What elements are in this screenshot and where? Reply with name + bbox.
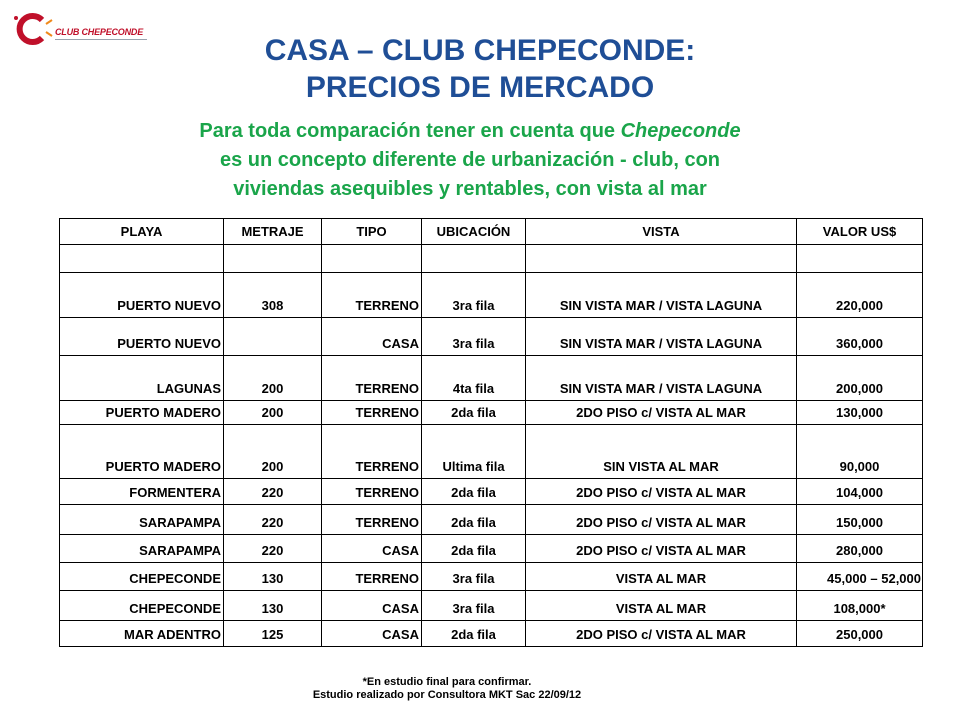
cell-ubicacion: Ultima fila [422,425,526,479]
cell-valor: 360,000 [797,318,923,356]
table-row [60,356,923,401]
page-title-line1: CASA – CLUB CHEPECONDE: [264,34,696,67]
cell-valor: 150,000 [797,505,923,535]
cell-playa: PUERTO MADERO [60,401,224,425]
cell-ubicacion: 4ta fila [422,356,526,401]
table-row [60,505,923,535]
cell-ubicacion: 3ra fila [422,591,526,621]
cell-valor: 280,000 [797,535,923,563]
cell-valor: 250,000 [797,621,923,647]
cell-playa: PUERTO NUEVO [60,273,224,318]
header-tipo: TIPO [322,219,422,245]
cell-valor: 90,000 [797,425,923,479]
cell-vista: 2DO PISO c/ VISTA AL MAR [526,535,797,563]
cell-playa: LAGUNAS [60,356,224,401]
cell-ubicacion: 2da fila [422,479,526,505]
table-header-row [60,219,923,245]
table-row [60,479,923,505]
cell-tipo: TERRENO [322,425,422,479]
page-title-line2: PRECIOS DE MERCADO [305,71,655,104]
header-ubicacion: UBICACIÓN [422,219,526,245]
header-metraje: METRAJE [224,219,322,245]
header-valor: VALOR US$ [797,219,923,245]
subtitle-line2: es un concepto diferente de urbanización - club, con [219,149,721,171]
footnote-line1: *En estudio final para confirmar. [362,676,532,688]
table-row [60,563,923,591]
table-row [60,245,923,273]
cell-tipo: CASA [322,318,422,356]
cell-playa: PUERTO MADERO [60,425,224,479]
cell-tipo [322,245,422,273]
table-row [60,535,923,563]
cell-metraje: 130 [224,591,322,621]
table-row [60,591,923,621]
cell-playa: PUERTO NUEVO [60,318,224,356]
cell-ubicacion: 2da fila [422,535,526,563]
cell-valor: 130,000 [797,401,923,425]
subtitle-line1-text: Para toda comparación tener en cuenta que [199,120,621,142]
subtitle-line1-emphasis: Chepeconde [620,120,741,142]
cell-playa: SARAPAMPA [60,505,224,535]
cell-tipo: CASA [322,591,422,621]
cell-tipo: TERRENO [322,356,422,401]
cell-valor: 108,000* [797,591,923,621]
cell-metraje: 200 [224,401,322,425]
logo-text: CLUB CHEPECONDE [55,27,144,37]
table-row [60,621,923,647]
footnote-line2: Estudio realizado por Consultora MKT Sac 22/09/12 [312,689,582,701]
cell-ubicacion: 2da fila [422,505,526,535]
table-row [60,425,923,479]
cell-tipo: TERRENO [322,563,422,591]
subtitle [0,117,940,204]
cell-tipo: CASA [322,535,422,563]
header-playa: PLAYA [60,219,224,245]
cell-playa: FORMENTERA [60,479,224,505]
cell-valor: 200,000 [797,356,923,401]
cell-metraje: 125 [224,621,322,647]
cell-vista [526,245,797,273]
table-row [60,401,923,425]
price-table [59,218,923,647]
cell-metraje [224,318,322,356]
header-vista: VISTA [526,219,797,245]
cell-metraje: 308 [224,273,322,318]
cell-tipo: TERRENO [322,505,422,535]
cell-tipo: CASA [322,621,422,647]
cell-ubicacion: 3ra fila [422,563,526,591]
cell-vista: SIN VISTA AL MAR [526,425,797,479]
cell-metraje: 200 [224,425,322,479]
cell-vista: SIN VISTA MAR / VISTA LAGUNA [526,356,797,401]
cell-metraje: 220 [224,535,322,563]
cell-tipo: TERRENO [322,273,422,318]
cell-valor: 45,000 – 52,000 [797,563,923,591]
cell-metraje: 220 [224,479,322,505]
cell-ubicacion: 2da fila [422,621,526,647]
cell-vista: 2DO PISO c/ VISTA AL MAR [526,621,797,647]
cell-metraje: 130 [224,563,322,591]
cell-vista: 2DO PISO c/ VISTA AL MAR [526,505,797,535]
cell-playa: CHEPECONDE [60,563,224,591]
subtitle-line3: viviendas asequibles y rentables, con vista al mar [233,178,707,200]
cell-playa [60,245,224,273]
cell-metraje: 220 [224,505,322,535]
cell-vista: VISTA AL MAR [526,591,797,621]
cell-playa: MAR ADENTRO [60,621,224,647]
table-row [60,273,923,318]
cell-valor [797,245,923,273]
cell-ubicacion [422,245,526,273]
cell-vista: SIN VISTA MAR / VISTA LAGUNA [526,273,797,318]
cell-ubicacion: 2da fila [422,401,526,425]
cell-ubicacion: 3ra fila [422,318,526,356]
cell-valor: 104,000 [797,479,923,505]
cell-playa: SARAPAMPA [60,535,224,563]
cell-metraje: 200 [224,356,322,401]
subtitle-line1 [0,117,940,146]
cell-vista: SIN VISTA MAR / VISTA LAGUNA [526,318,797,356]
cell-metraje [224,245,322,273]
cell-ubicacion: 3ra fila [422,273,526,318]
cell-tipo: TERRENO [322,401,422,425]
cell-tipo: TERRENO [322,479,422,505]
cell-valor: 220,000 [797,273,923,318]
cell-vista: VISTA AL MAR [526,563,797,591]
cell-vista: 2DO PISO c/ VISTA AL MAR [526,479,797,505]
cell-vista: 2DO PISO c/ VISTA AL MAR [526,401,797,425]
table-row [60,318,923,356]
cell-playa: CHEPECONDE [60,591,224,621]
